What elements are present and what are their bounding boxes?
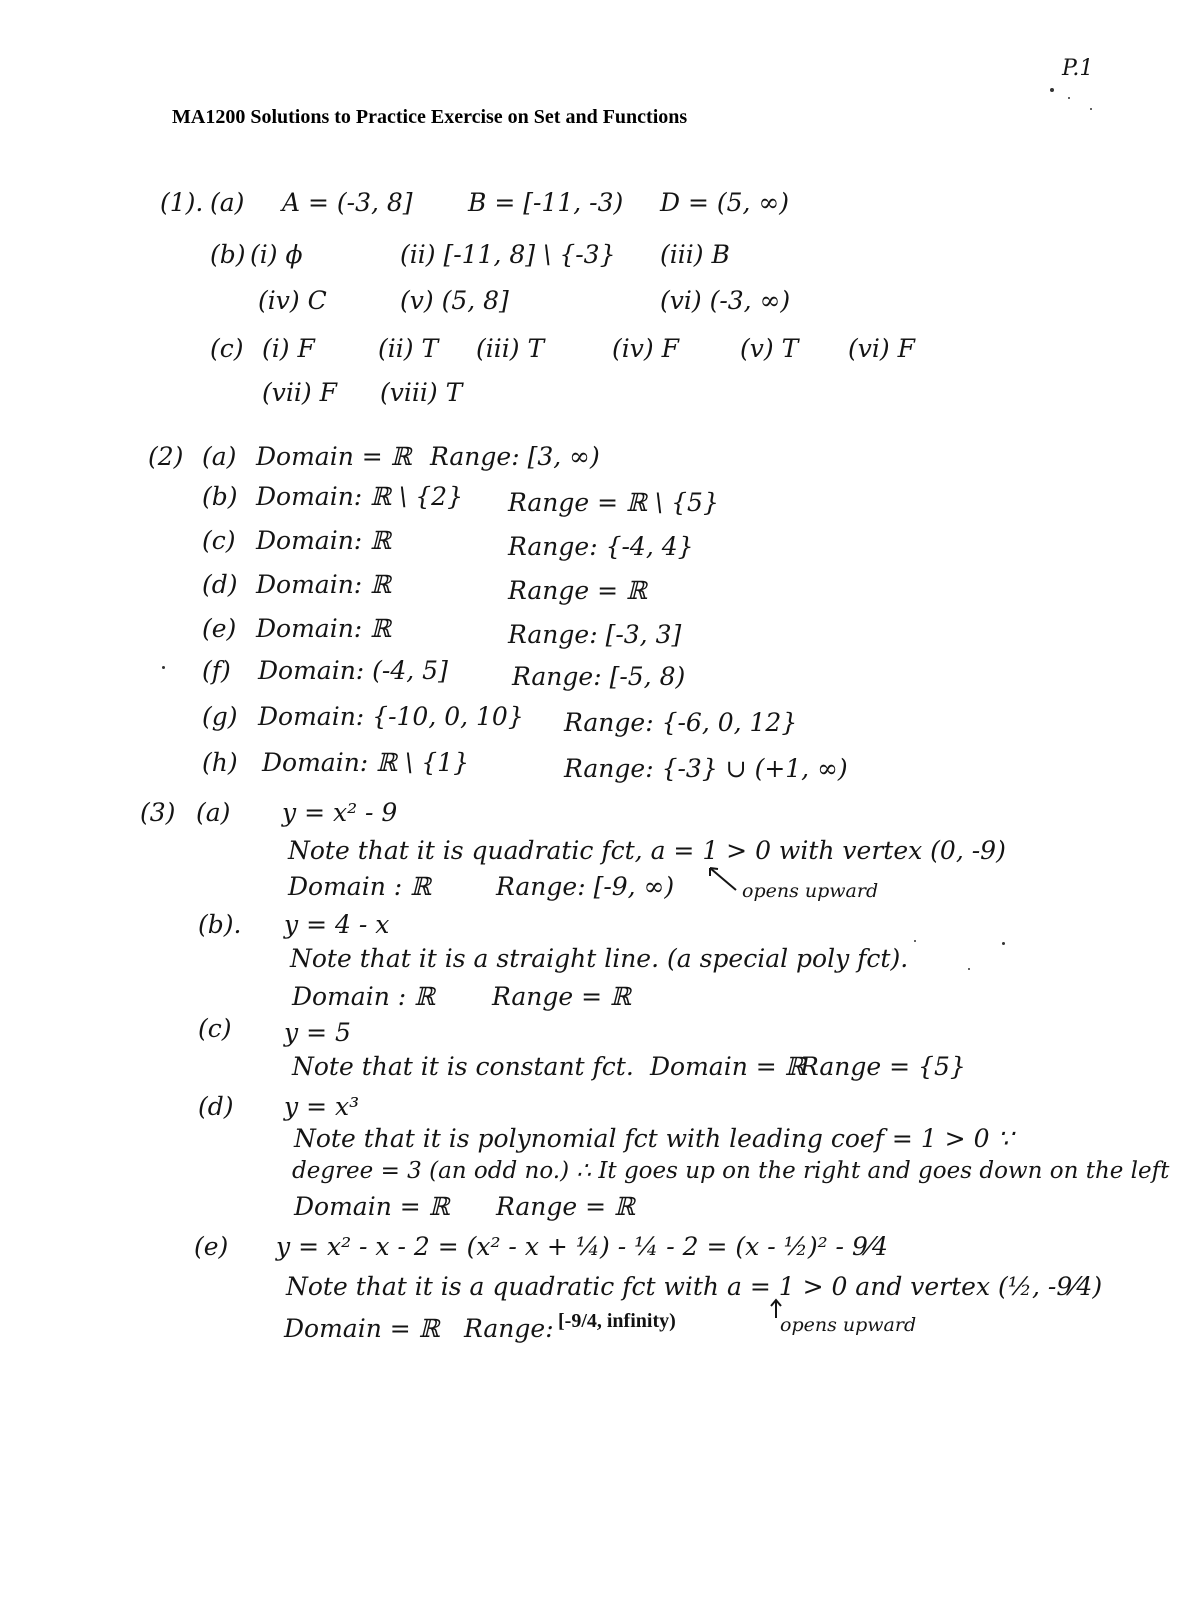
page-number: P.1 <box>1062 56 1094 81</box>
part-label: (c) <box>210 334 244 363</box>
stray-mark <box>914 940 916 942</box>
part-label: (b) <box>202 482 238 511</box>
equation: y = x² - 9 <box>282 798 398 827</box>
part-label: (b) <box>210 240 246 269</box>
answer-c-i: (i) F <box>262 334 315 363</box>
answer-b-iii: (iii) B <box>660 240 730 269</box>
stray-mark <box>1090 108 1092 110</box>
domain-answer: Domain: ℝ <box>256 526 391 555</box>
range-answer: Range: {-4, 4} <box>508 532 694 561</box>
answer-b-iv: (iv) C <box>258 286 327 315</box>
stray-mark <box>1002 942 1005 945</box>
range-value: [-9/4, infinity) <box>558 1310 676 1332</box>
question-number: (3) <box>140 798 176 827</box>
question-number: (2) <box>148 442 184 471</box>
part-label: (f) <box>202 656 231 685</box>
domain-answer: Domain: ℝ <box>256 570 391 599</box>
equation: y = 4 - x <box>284 910 390 939</box>
note: Note that it is a quadratic fct with a = 1 > 0 and vertex (½, -9⁄4) <box>286 1272 1103 1301</box>
range-answer: Range = ℝ \ {5} <box>508 488 719 517</box>
domain-answer: Domain: (-4, 5] <box>258 656 448 685</box>
answer-c-ii: (ii) T <box>378 334 439 363</box>
part-label: (d) <box>198 1092 234 1121</box>
answer-c-iv: (iv) F <box>612 334 679 363</box>
part-label: (c) <box>202 526 236 555</box>
part-label: (e) <box>194 1232 229 1261</box>
answer-c-iii: (iii) T <box>476 334 545 363</box>
note: Note that it is polynomial fct with leading coef = 1 > 0 ∵ <box>294 1124 1014 1153</box>
domain-answer: Domain : ℝ <box>288 872 431 901</box>
equation: y = x² - x - 2 = (x² - x + ¼) - ¼ - 2 = (x - ½)² - 9⁄4 <box>276 1232 888 1261</box>
domain-answer: Domain = ℝ <box>650 1052 806 1081</box>
question-number: (1). <box>160 188 204 217</box>
part-label: (a) <box>196 798 231 827</box>
note: degree = 3 (an odd no.) ∴ It goes up on the right and goes down on the left <box>292 1158 1170 1184</box>
range-answer: Range: {-6, 0, 12} <box>564 708 798 737</box>
stray-mark <box>1050 88 1054 92</box>
stray-mark <box>968 968 970 970</box>
set-b: B = [-11, -3) <box>468 188 624 217</box>
part-label: (h) <box>202 748 238 777</box>
domain-answer: Domain = ℝ <box>284 1314 440 1343</box>
range-answer: Range: {-3} ∪ (+1, ∞) <box>564 754 848 783</box>
range-answer: Range = {5} <box>800 1052 966 1081</box>
domain-answer: Domain: ℝ \ {2} <box>256 482 463 511</box>
part-label: (g) <box>202 702 238 731</box>
domain-answer: Domain : ℝ <box>292 982 435 1011</box>
document-title: MA1200 Solutions to Practice Exercise on Set and Functions <box>172 106 688 128</box>
equation: y = x³ <box>284 1092 360 1121</box>
stray-mark <box>1068 97 1070 99</box>
answer-c-viii: (viii) T <box>380 378 463 407</box>
annotation-arrow <box>706 864 742 894</box>
part-label: (a) <box>202 442 237 471</box>
part-label: (c) <box>198 1014 232 1043</box>
range-answer: Range = ℝ <box>496 1192 635 1221</box>
range-label: Range: <box>464 1314 554 1343</box>
domain-answer: Domain = ℝ <box>294 1192 450 1221</box>
note: Note that it is quadratic fct, a = 1 > 0 with vertex (0, -9) <box>288 836 1006 865</box>
range-answer: Range: [-3, 3] <box>508 620 682 649</box>
answer-b-v: (v) (5, 8] <box>400 286 509 315</box>
part-label: (a) <box>210 188 245 217</box>
domain-answer: Domain: {-10, 0, 10} <box>258 702 524 731</box>
answer-b-ii: (ii) [-11, 8] \ {-3} <box>400 240 616 269</box>
range-answer: Range: [-9, ∞) <box>496 872 675 901</box>
range-answer: Range = ℝ <box>508 576 647 605</box>
part-label: (b). <box>198 910 242 939</box>
range-answer: Range: [3, ∞) <box>430 442 600 471</box>
domain-answer: Domain: ℝ \ {1} <box>262 748 469 777</box>
stray-mark <box>162 666 165 669</box>
part-label: (e) <box>202 614 237 643</box>
answer-b-i: (i) ϕ <box>250 240 303 269</box>
answer-c-v: (v) T <box>740 334 799 363</box>
annotation: opens upward <box>780 1314 917 1336</box>
domain-answer: Domain: ℝ <box>256 614 391 643</box>
range-answer: Range: [-5, 8) <box>512 662 686 691</box>
set-a: A = (-3, 8] <box>282 188 413 217</box>
answer-c-vi: (vi) F <box>848 334 915 363</box>
range-answer: Range = ℝ <box>492 982 631 1011</box>
domain-answer: Domain = ℝ <box>256 442 412 471</box>
equation: y = 5 <box>284 1018 351 1047</box>
note: Note that it is a straight line. (a special poly fct). <box>290 944 909 973</box>
part-label: (d) <box>202 570 238 599</box>
answer-b-vi: (vi) (-3, ∞) <box>660 286 791 315</box>
annotation: opens upward <box>742 880 879 902</box>
note: Note that it is constant fct. <box>292 1052 634 1081</box>
set-d: D = (5, ∞) <box>660 188 790 217</box>
answer-c-vii: (vii) F <box>262 378 337 407</box>
